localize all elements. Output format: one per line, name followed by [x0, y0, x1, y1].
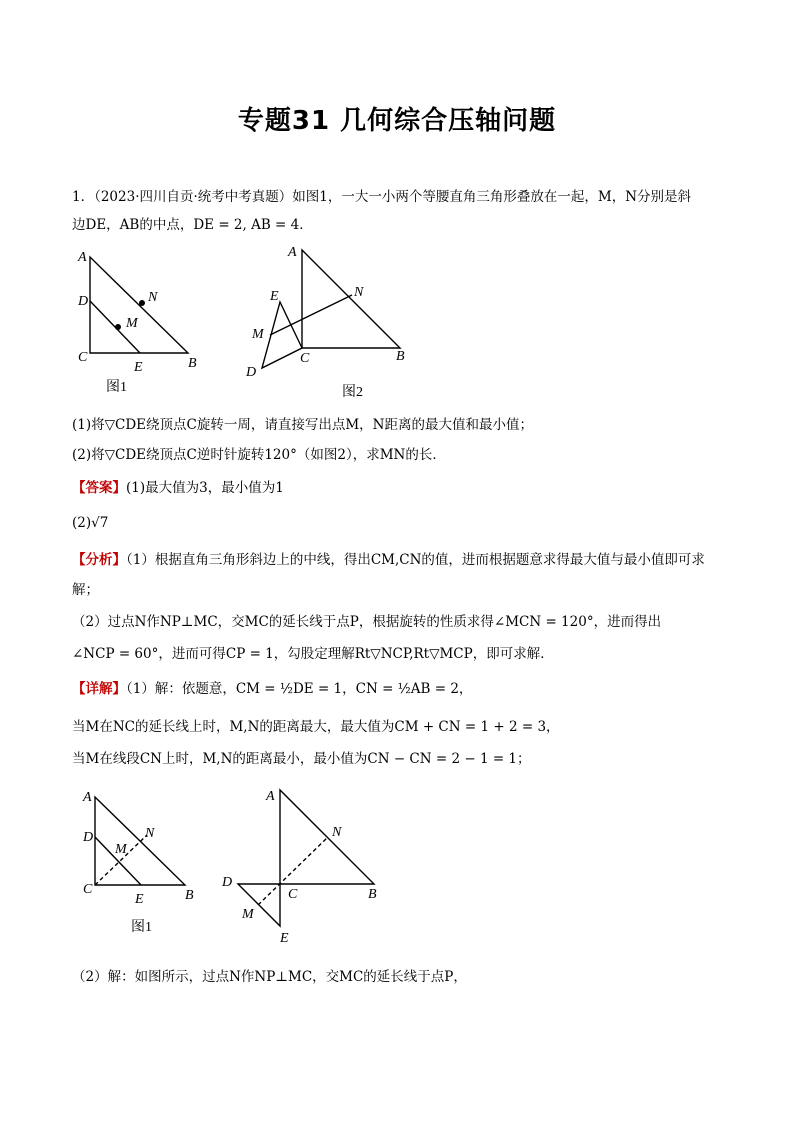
point-m — [115, 324, 121, 330]
label-c: C — [300, 351, 310, 366]
label-b: B — [185, 888, 194, 903]
answer-tag: 【答案】 — [72, 480, 126, 496]
label-e: E — [135, 892, 144, 907]
figure-3-caption: 图1 — [131, 920, 152, 935]
analysis-tag: 【分析】 — [72, 552, 126, 568]
label-a: A — [266, 789, 275, 804]
question-1: (1)将▽CDE绕顶点C旋转一周，请直接写出点M，N距离的最大值和最小值； — [72, 417, 533, 433]
analysis-line-1 — [72, 551, 705, 569]
label-m: M — [115, 842, 127, 857]
triangle-abc — [95, 797, 185, 885]
figure-4 — [218, 780, 393, 950]
label-c: C — [288, 887, 298, 902]
label-b: B — [396, 349, 405, 364]
label-a: A — [78, 250, 87, 265]
figure-3 — [75, 785, 215, 945]
detail-line-4: （2）解：如图所示，过点N作NP⊥MC，交MC的延长线于点P， — [72, 969, 467, 985]
analysis-line-3: （2）过点N作NP⊥MC，交MC的延长线于点P，根据旋转的性质求得∠MCN = 120°，进而得出 — [72, 614, 662, 630]
label-d: D — [78, 294, 89, 309]
label-c: C — [78, 350, 88, 365]
label-n: N — [148, 290, 158, 305]
label-b: B — [188, 356, 197, 371]
label-n: N — [145, 826, 155, 841]
label-e: E — [270, 289, 279, 304]
label-a: A — [83, 790, 92, 805]
answer-1: (1)最大值为3，最小值为1 — [126, 480, 284, 496]
answer-line-1 — [72, 479, 284, 497]
point-n — [139, 300, 145, 306]
label-m: M — [252, 327, 264, 342]
detail-line-1 — [72, 680, 472, 698]
problem-line-1: 1．（2023·四川自贡·统考中考真题）如图1，一大一小两个等腰直角三角形叠放在一起，M，N分别是斜 — [72, 189, 692, 205]
triangle-abc — [90, 257, 188, 353]
label-c: C — [83, 882, 93, 897]
question-2: (2)将▽CDE绕顶点C逆时针旋转120°（如图2），求MN的长． — [72, 447, 446, 463]
detail-line-3: 当M在线段CN上时，M,N的距离最小，最小值为CN − CN = 2 − 1 = 1； — [72, 751, 531, 767]
detail-text-1: （1）解：依题意，CM = ½DE = 1，CN = ½AB = 2， — [126, 681, 473, 697]
label-n: N — [354, 285, 364, 300]
triangle-cde — [262, 302, 302, 368]
figure-1 — [70, 245, 210, 395]
triangle-abc — [302, 250, 400, 348]
label-b: B — [368, 887, 377, 902]
label-m: M — [242, 907, 254, 922]
label-d: D — [222, 875, 233, 890]
figure-1-caption: 图1 — [106, 380, 127, 395]
figure-2 — [240, 240, 420, 405]
figure-2-caption: 图2 — [342, 385, 363, 400]
label-e: E — [134, 360, 143, 375]
segment-mn — [270, 295, 352, 335]
label-d: D — [83, 830, 94, 845]
answer-2: (2)√7 — [72, 515, 109, 531]
problem-line-2: 边DE，AB的中点，DE = 2, AB = 4． — [72, 217, 313, 233]
detail-line-2: 当M在NC的延长线上时，M,N的距离最大，最大值为CM + CN = 1 + 2 = 3， — [72, 719, 560, 735]
analysis-text-1: （1）根据直角三角形斜边上的中线，得出CM,CN的值，进而根据题意求得最大值与最小值即可求 — [126, 552, 705, 568]
label-m: M — [126, 316, 138, 331]
label-n: N — [332, 825, 342, 840]
label-a: A — [288, 245, 297, 260]
analysis-line-2: 解； — [72, 582, 99, 598]
label-d: D — [246, 365, 257, 380]
label-e: E — [280, 931, 289, 946]
page-title: 专题31 几何综合压轴问题 — [237, 106, 557, 136]
detail-tag: 【详解】 — [72, 681, 126, 697]
analysis-line-4: ∠NCP = 60°，进而可得CP = 1，勾股定理解Rt▽NCP,Rt▽MCP，即可求解． — [72, 646, 554, 662]
